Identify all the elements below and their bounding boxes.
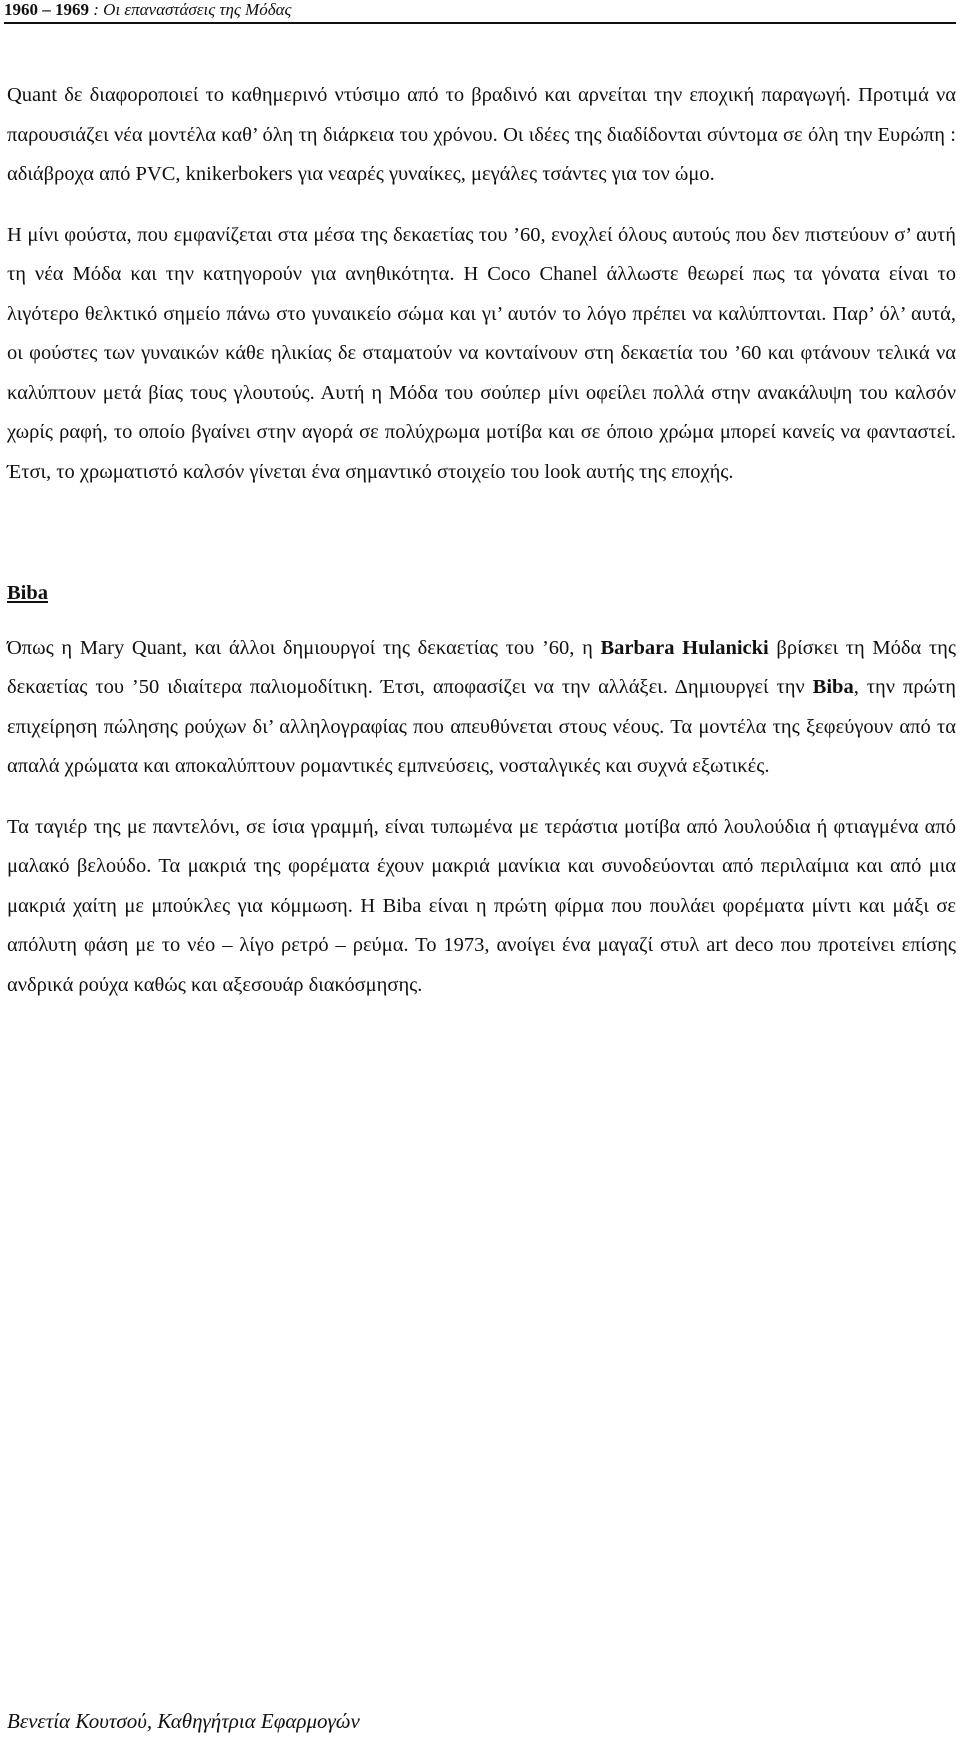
paragraph-quant: Quant δε διαφοροποιεί το καθημερινό ντύσιμο από το βραδινό και αρνείται την εποχική παραγωγή. Προτιμά να παρουσιάζει νέα μοντέλα καθ’ όλη τη διάρκεια του χρόνου. Οι ιδέες της διαδίδονται σύντομα σε όλη την Ευρώπη : αδιάβροχα από PVC, knikerbokers για νεαρές γυναίκες, μεγάλες τσάντες για τον ώμο.	[7, 84, 956, 185]
paragraph-mini-skirt: Η μίνι φούστα, που εμφανίζεται στα μέσα της δεκαετίας του ’60, ενοχλεί όλους αυτούς που δεν πιστεύουν σ’ αυτή τη νέα Μόδα και την κατηγορούν για ανηθικότητα. Η Coco Chanel άλλωστε θεωρεί πως τα γόνατα είναι το λιγότερο θελκτικό σημείο πάνω στο γυναικείο σώμα και γι’ αυτόν το λόγο πρέπει να καλύπτονται. Παρ’ όλ’ αυτά, οι φούστες των γυναικών κάθε ηλικίας δε σταματούν να κονταίνουν στη δεκαετία του ’60 και φτάνουν τελικά να καλύπτουν μετά βίας τους γλουτούς. Αυτή η Μόδα του σούπερ μίνι οφείλει πολλά στην ανακάλυψη του καλσόν χωρίς ραφή, το οποίο βγαίνει στην αγορά σε πολύχρωμα μοτίβα και σε όποιο χρώμα μπορεί κανείς να φανταστεί. Έτσι, το χρωματιστό καλσόν γίνεται ένα σημαντικό στοιχείο του look αυτής της εποχής.	[7, 223, 956, 483]
page-footer-author: Βενετία Κουτσού, Καθηγήτρια Εφαρμογών	[7, 1709, 360, 1733]
document-body	[7, 76, 956, 1005]
header-title: Οι επαναστάσεις της Μόδας	[103, 0, 292, 19]
paragraph-biba-intro	[7, 629, 956, 787]
p3-text-2: βρίσκει τη Μόδα της δεκαετίας του ’50 ιδιαίτερα παλιομοδίτικη. Έτσι, αποφασίζει να την αλλάξει. Δημιουργεί την	[7, 636, 957, 698]
section-heading-biba: Biba	[7, 582, 49, 604]
brand-name: Biba	[812, 676, 854, 698]
header-years: 1960 – 1969	[4, 0, 89, 19]
header-separator: :	[89, 0, 104, 19]
paragraph-biba-styles: Τα ταγιέρ της με παντελόνι, σε ίσια γραμμή, είναι τυπωμένα με τεράστια μοτίβα από λουλούδια ή φτιαγμένα από μαλακό βελούδο. Τα μακριά της φορέματα έχουν μακριά μανίκια και συνοδεύονται από περιλαίμια και από μια μακριά χαίτη με μπούκλες για κόμμωση. Η Biba είναι η πρώτη φίρμα που πουλάει φορέματα μίντι και μάξι σε απόλυτη φάση με το νέο – λίγο ρετρό – ρεύμα. Το 1973, ανοίγει ένα μαγαζί στυλ art deco που προτείνει επίσης ανδρικά ρούχα καθώς και αξεσουάρ διακόσμησης.	[7, 815, 956, 996]
p3-text-3: , την πρώτη επιχείρηση πώλησης ρούχων δι’ αλληλογραφίας που απευθύνεται στους νέους. Τα μοντέλα της ξεφεύγουν από τα απαλά χρώματα και αποκαλύπτουν ρομαντικές εμπνεύσεις, νοσταλγικές και συχνά εξωτικές.	[7, 676, 956, 777]
designer-name: Barbara Hulanicki	[600, 636, 769, 659]
page-header	[4, 0, 956, 24]
p3-text-1: Όπως η Mary Quant, και άλλοι δημιουργοί της δεκαετίας του ’60, η	[7, 636, 601, 659]
